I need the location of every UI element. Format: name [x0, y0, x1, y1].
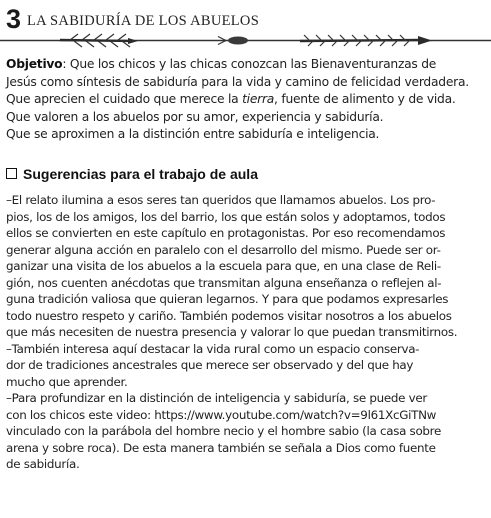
- body-line: pios, los de los amigos, los del barrio, los que están solos y adoptamos, todos: [6, 209, 446, 224]
- suggestions-body: [6, 192, 490, 473]
- body-line: que más necesiten de nuestra presencia y valorar lo que puedan transmitirnos.: [6, 325, 458, 339]
- objective-line: Que se aproximen a la distinción entre sabiduría e inteligencia.: [6, 127, 380, 142]
- body-line: –El relato ilumina a esos seres tan queridos que llamamos abuelos. Los pro-: [6, 193, 436, 207]
- section-heading: [6, 164, 406, 184]
- body-line: –También interesa aquí destacar la vida rural como un espacio conserva-: [6, 341, 420, 356]
- objective-line: [6, 56, 486, 74]
- decorative-branch-divider: [0, 30, 491, 52]
- body-line: generar alguna acción en paralelo con el desarrollo del mismo. Puede ser or-: [6, 242, 441, 257]
- objective-text: , fuente de alimento y de vida.: [274, 92, 456, 107]
- body-line: ellos se convierten en este capítulo en protagonistas. Por eso recomendamos: [6, 226, 446, 240]
- chapter-title: LA SABIDURÍA DE LOS ABUELOS: [27, 13, 260, 29]
- body-line: todo nuestro respeto y cariño. También podemos visitar nosotros a los abuelos: [6, 308, 452, 323]
- body-line: de sabiduría.: [6, 457, 80, 471]
- branch-ornament-left: [60, 34, 138, 47]
- objective-line: Que valoren a los abuelos por su amor, experiencia y sabiduría.: [6, 109, 384, 124]
- body-line: mucho que aprender.: [6, 374, 128, 389]
- chapter-number: 3: [6, 4, 22, 34]
- objective-label: Objetivo: [6, 57, 63, 71]
- body-line: vinculado con la parábola del hombre necio y el hombre sabio (la casa sobre: [6, 424, 442, 438]
- branch-ornament-right: [300, 35, 432, 46]
- body-line: arena y sobre roca). De esta manera también se señala a Dios como fuente: [6, 440, 436, 455]
- body-line: guna tradición valiosa que quieran legarnos. Y para que podamos expresarles: [6, 292, 449, 306]
- section-heading-text: Sugerencias para el trabajo de aula: [23, 166, 258, 182]
- objective-text: : Que los chicos y las chicas conozcan las Bienaventuranzas de: [62, 57, 437, 71]
- body-line: dor de tradiciones ancestrales que merece ser observado y del que hay: [6, 358, 414, 372]
- objective-line: [6, 91, 486, 109]
- video-link-line: con los chicos este video: https://www.youtube.com/watch?v=9l61XcGiTNw: [6, 407, 437, 422]
- emphasized-word: tierra: [242, 92, 275, 107]
- body-line: ganizar una visita de los abuelos a la escuela para que, en una clase de Reli-: [6, 259, 441, 273]
- objective-text: Que aprecien el cuidado que merece la: [6, 92, 243, 107]
- checkbox-icon: [6, 168, 17, 179]
- body-line: –Para profundizar en la distinción de inteligencia y sabiduría, se puede ver: [6, 391, 427, 405]
- objective-line: Jesús como síntesis de sabiduría para la vida y camino de felicidad verdadera.: [6, 74, 469, 89]
- body-line: gión, nos cuenten anécdotas que transmitan alguna enseñanza o reflejen al-: [6, 275, 442, 290]
- objective-block: [6, 56, 486, 144]
